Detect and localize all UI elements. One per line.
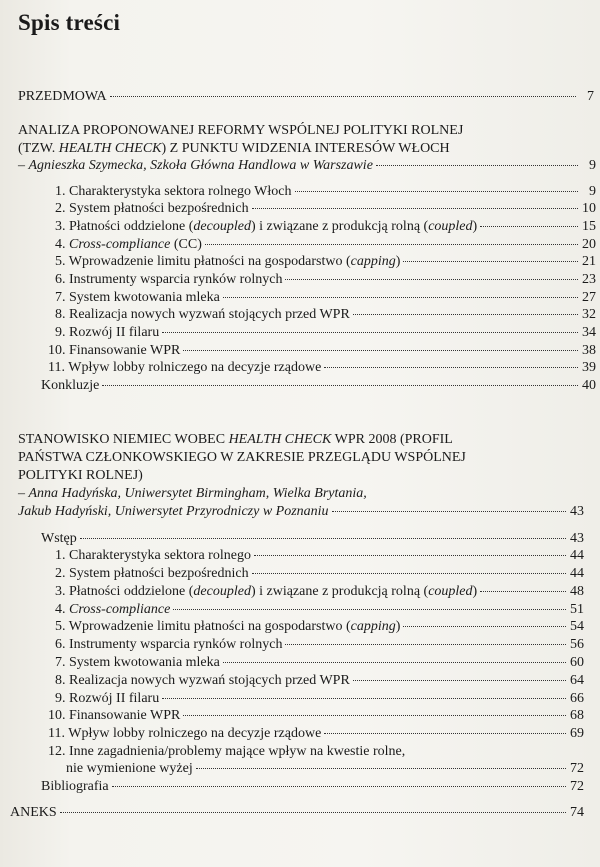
toc-entry-page: 7	[587, 89, 594, 104]
toc-entry[interactable]: 6. Instrumenty wsparcia rynków rolnych 56	[55, 637, 584, 652]
toc-entry[interactable]: 8. Realizacja nowych wyzwań stojących przed WPR 64	[55, 673, 584, 688]
part2-author-line1: – Anna Hadyńska, Uniwersytet Birmingham, Wielka Brytania,	[18, 486, 367, 501]
part2-heading-line3: POLITYKI ROLNEJ)	[18, 468, 143, 483]
toc-entry[interactable]: 5. Wprowadzenie limitu płatności na gospodarstwo (capping) 54	[55, 619, 584, 634]
toc-entry[interactable]: 6. Instrumenty wsparcia rynków rolnych 23	[55, 272, 596, 287]
part2-heading-line1: STANOWISKO NIEMIEC WOBEC HEALTH CHECK WPR 2008 (PROFIL	[18, 432, 453, 447]
toc-entry[interactable]: 2. System płatności bezpośrednich 10	[55, 201, 596, 216]
toc-entry-label-line1: 12. Inne zagadnienia/problemy mające wpływ na kwestie rolne,	[48, 744, 406, 759]
part1-author-entry[interactable]	[18, 157, 596, 174]
toc-entry[interactable]: 9. Rozwój II filaru 34	[55, 325, 596, 340]
toc-entry[interactable]: 9. Rozwój II filaru 66	[55, 691, 584, 706]
leader-dots	[332, 511, 566, 512]
toc-entry[interactable]: Bibliografia 72	[41, 779, 584, 794]
toc-entry[interactable]: Wstęp 43	[41, 531, 584, 546]
toc-entry[interactable]: 4. Cross-compliance 51	[55, 602, 584, 617]
toc-entry-label: PRZEDMOWA	[18, 89, 107, 104]
part2-author-entry[interactable]	[18, 503, 584, 520]
toc-entry[interactable]: 1. Charakterystyka sektora rolnego Włoch 9	[55, 184, 596, 199]
toc-entry[interactable]: 8. Realizacja nowych wyzwań stojących przed WPR 32	[55, 307, 596, 322]
toc-entry[interactable]: 11. Wpływ lobby rolniczego na decyzje rządowe 39	[48, 360, 596, 375]
toc-entry[interactable]: 5. Wprowadzenie limitu płatności na gospodarstwo (capping) 21	[55, 254, 596, 269]
leader-dots	[376, 165, 578, 166]
toc-entry[interactable]: 3. Płatności oddzielone (decoupled) i związane z produkcją rolną (coupled) 48	[55, 584, 584, 599]
toc-entry[interactable]: nie wymienione wyżej 72	[66, 761, 584, 776]
toc-entry[interactable]: 7. System kwotowania mleka 60	[55, 655, 584, 670]
part1-author: – Agnieszka Szymecka, Szkoła Główna Handlowa w Warszawie	[18, 158, 373, 173]
toc-entry[interactable]: 4. Cross-compliance (CC) 20	[55, 237, 596, 252]
part2-author-line2: Jakub Hadyński, Uniwersytet Przyrodniczy w Poznaniu	[18, 504, 329, 519]
toc-entry[interactable]: 10. Finansowanie WPR 68	[48, 708, 584, 723]
toc-entry[interactable]: Konkluzje 40	[41, 378, 596, 393]
part1-heading-line1: ANALIZA PROPONOWANEJ REFORMY WSPÓLNEJ POLITYKI ROLNEJ	[18, 123, 464, 138]
toc-entry-page: 9	[589, 158, 596, 173]
page-title: Spis treści	[18, 10, 121, 35]
toc-entry[interactable]: 3. Płatności oddzielone (decoupled) i związane z produkcją rolną (coupled) 15	[55, 219, 596, 234]
toc-entry-page: 43	[570, 504, 584, 519]
leader-dots	[110, 96, 576, 97]
toc-entry[interactable]: 1. Charakterystyka sektora rolnego 44	[55, 548, 584, 563]
toc-entry[interactable]: 7. System kwotowania mleka 27	[55, 290, 596, 305]
part1-heading-line2: (TZW. HEALTH CHECK) Z PUNKTU WIDZENIA INTERESÓW WŁOCH	[18, 141, 450, 156]
toc-entry[interactable]: 10. Finansowanie WPR 38	[48, 343, 596, 358]
toc-entry[interactable]: 2. System płatności bezpośrednich 44	[55, 566, 584, 581]
toc-entry-preface[interactable]	[18, 88, 594, 105]
part2-heading-line2: PAŃSTWA CZŁONKOWSKIEGO W ZAKRESIE PRZEGLĄDU WSPÓLNEJ	[18, 450, 466, 465]
toc-entry-annex[interactable]: ANEKS 74	[10, 805, 584, 820]
toc-entry[interactable]: 11. Wpływ lobby rolniczego na decyzje rządowe 69	[48, 726, 584, 741]
